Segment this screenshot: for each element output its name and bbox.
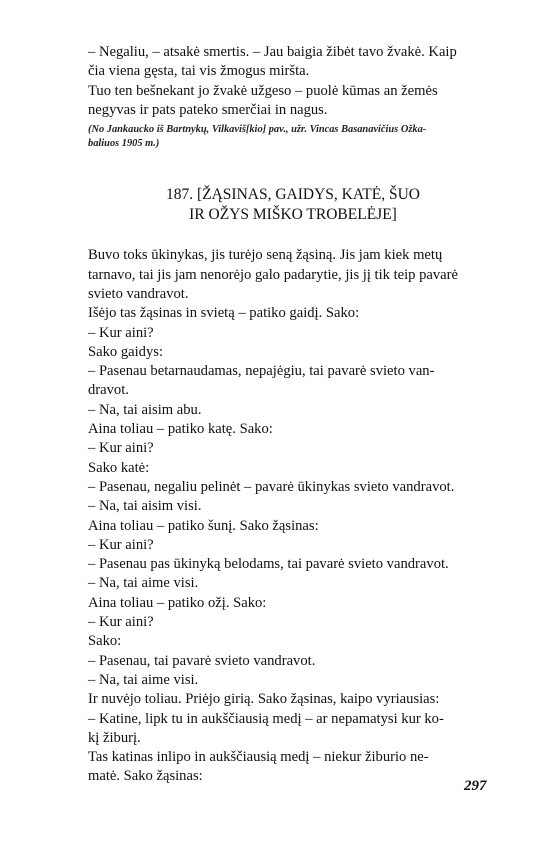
text-line: Sako gaidys: (88, 343, 163, 360)
text-line: – Kur aini? (88, 324, 154, 341)
text-line: – Pasenau, negaliu pelinėt – pavarė ūkinykas svieto vandravot. (88, 478, 455, 495)
text-line: – Katine, lipk tu in aukščiausią medį – ar nepamatysi kur ko- (88, 710, 444, 727)
text-line: čia viena gęsta, tai vis žmogus miršta. (88, 63, 310, 80)
text-line: Ir nuvėjo toliau. Priėjo girią. Sako žąsinas, kaipo vyriausias: (88, 691, 440, 708)
source-note (88, 123, 498, 150)
text-line: tarnavo, tai jis jam nenorėjo galo padarytie, jis jį tik teip pavarė (88, 266, 458, 283)
text-line: – Pasenau, tai pavarė svieto vandravot. (88, 652, 316, 669)
page-number: 297 (464, 778, 487, 794)
heading-line: IR OŽYS MIŠKO TROBELĖJE] (189, 205, 397, 223)
text-line: Aina toliau – patiko katę. Sako: (88, 421, 273, 438)
source-note-line: baliuos 1905 m.) (88, 137, 160, 149)
text-line: kį žiburį. (88, 729, 141, 746)
text-line: Sako: (88, 633, 122, 650)
text-line: – Na, tai aisim visi. (88, 498, 202, 515)
text-line: Aina toliau – patiko ožį. Sako: (88, 594, 267, 611)
text-line: – Kur aini? (88, 614, 154, 631)
text-line: – Na, tai aime visi. (88, 575, 199, 592)
text-line: Tas katinas inlipo in aukščiausią medį – niekur žiburio ne- (88, 749, 429, 766)
heading-line: 187. [ŽĄSINAS, GAIDYS, KATĖ, ŠUO (165, 186, 421, 204)
text-line: – Pasenau betarnaudamas, nepajėgiu, tai pavarė svieto van- (88, 363, 435, 380)
text-line: Aina toliau – patiko šunį. Sako žąsinas: (88, 517, 319, 534)
text-line: – Pasenau pas ūkinyką belodams, tai pavarė svieto vandravot. (88, 556, 449, 573)
text-line: matė. Sako žąsinas: (88, 768, 203, 785)
text-line: Išėjo tas žąsinas in svietą – patiko gaidį. Sako: (88, 305, 360, 322)
story-heading (88, 185, 498, 224)
text-line: – Na, tai aime visi. (88, 671, 199, 688)
text-line: svieto vandravot. (88, 285, 189, 302)
source-note-line: (No Jankaucko iš Bartnykų, Vilkaviš[kio] pav., užr. Vincas Basanavičius Ožka- (88, 124, 427, 136)
story-text (88, 246, 498, 786)
text-line: – Kur aini? (88, 440, 154, 457)
text-line: dravot. (88, 382, 129, 399)
text-line: Buvo toks ūkinykas, jis turėjo seną žąsiną. Jis jam kiek metų (88, 247, 443, 264)
text-line: Tuo ten bešnekant jo žvakė užgeso – puolė kūmas an žemės (88, 82, 438, 99)
text-line: negyvas ir pats pateko smerčiai in nagus. (88, 101, 328, 118)
text-line: – Negaliu, – atsakė smertis. – Jau baigia žibėt tavo žvakė. Kaip (88, 44, 457, 60)
text-line: Sako katė: (88, 459, 150, 476)
page-body (88, 43, 498, 787)
text-line: – Kur aini? (88, 536, 154, 553)
story-ending (88, 43, 498, 120)
text-line: – Na, tai aisim abu. (88, 401, 202, 418)
